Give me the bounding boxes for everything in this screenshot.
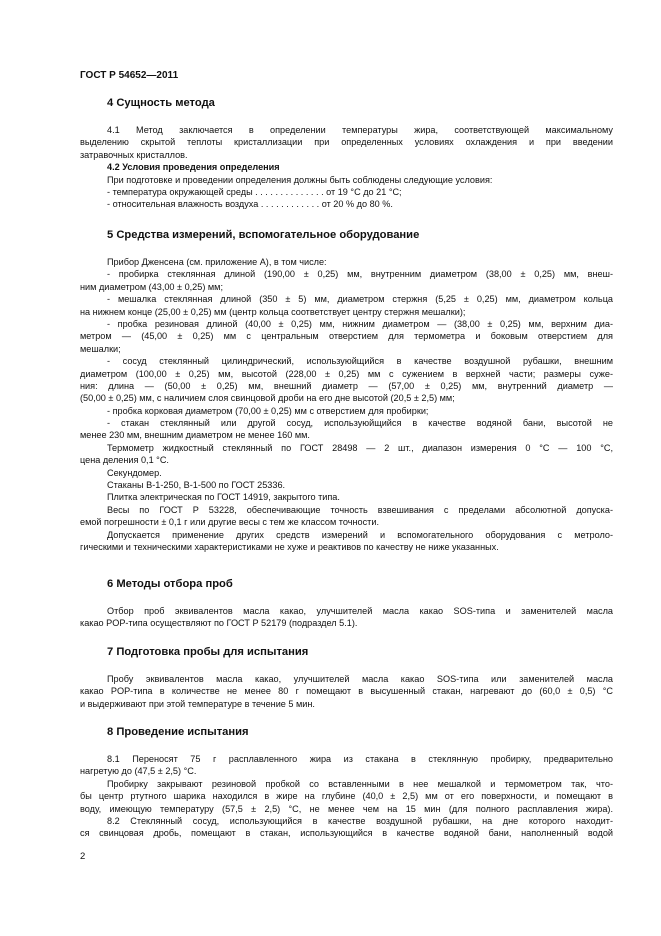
section-7-title: 7 Подготовка пробы для испытания <box>107 646 309 658</box>
text-line: - пробка корковая диаметром (70,00 ± 0,25) мм с отверстием для пробирки; <box>107 405 429 416</box>
condition-temperature: - температура окружающей среды . . . . . . . . . . . . . . от 19 °С до 21 °С; <box>107 186 402 197</box>
text-line: Прибор Дженсена (см. приложение А), в том числе: <box>107 257 327 267</box>
text-line: какао POP-типа в количестве не менее 80 г помещают в высушенный стакан, нагревают до (60,0 ± 0,5) °С <box>80 686 613 697</box>
text-line: гическими и техническими характеристиками не хуже и реактивов по качеству не ниже указанных. <box>80 541 499 552</box>
text-line: (50,00 ± 0,25) мм, с наличием слоя свинцовой дроби на его дне высотой (20,5 ± 2,5) мм; <box>80 393 455 404</box>
text-line: ся свинцовая дробь, помещают в стакан, использующийся в качестве водяной бани, наполненный водой <box>80 828 613 839</box>
text-line: какао POP-типа осуществляют по ГОСТ Р 52179 (подраздел 5.1). <box>80 618 358 629</box>
text-line: - сосуд стеклянный цилиндрический, используюйщийся в качестве воздушной рубашки, внешним <box>107 356 613 367</box>
section-8-title: 8 Проведение испытания <box>107 726 249 738</box>
text-line: Отбор проб эквивалентов масла какао, улучшителей масла какао SOS-типа и заменителей масла <box>107 606 613 616</box>
text-line: Стаканы В-1-250, В-1-500 по ГОСТ 25336. <box>107 480 286 491</box>
text-line: воду, имеющую температуру (57,5 ± 2,5) °С, не менее чем на 15 мин (для полного расплавления жира). <box>80 803 613 814</box>
text-line: При подготовке и проведении определения должны быть соблюдены следующие условия: <box>107 174 493 185</box>
text-line: бы центр ртутного шарика находился в жире на глубине (40,0 ± 2,5) мм от его поверхности, и помещают в <box>80 791 613 802</box>
text-line: метром — (45,00 ± 0,25) мм с центральным отверстием для термометра и боковым отверстием для <box>80 331 613 342</box>
text-line: Термометр жидкостный стеклянный по ГОСТ 28498 — 2 шт., диапазон измерения 0 °С — 100 °С, <box>107 442 613 453</box>
text-line: 4.1 Метод заключается в определении температуры жира, соответствующей максимальному <box>107 125 613 135</box>
section-5-title: 5 Средства измерений, вспомогательное оборудование <box>107 229 420 241</box>
document-header: ГОСТ Р 54652—2011 <box>80 70 179 81</box>
text-line: - стакан стеклянный или другой сосуд, используюйщийся в качестве водяной бани, высотой не <box>107 418 613 429</box>
text-line: 8.1 Переносят 75 г расплавленного жира из стакана в стеклянную пробирку, предварительно <box>107 754 613 764</box>
section-6-body <box>80 605 613 630</box>
text-line: Плитка электрическая по ГОСТ 14919, закрытого типа. <box>107 492 340 503</box>
text-line: 8.2 Стеклянный сосуд, использующийся в качестве воздушной рубашки, на дне которого находит- <box>107 815 613 826</box>
section-4-title: 4 Сущность метода <box>107 97 215 109</box>
text-line: нагретую до (47,5 ± 2,5) °С. <box>80 766 197 777</box>
section-5-body <box>80 256 613 553</box>
text-line: Пробу эквивалентов масла какао, улучшителей масла какао SOS-типа или заменителей масла <box>107 674 613 684</box>
text-line: - пробирка стеклянная длиной (190,00 ± 0,25) мм, внутренним диаметром (38,00 ± 0,25) мм, внеш- <box>107 269 613 280</box>
condition-humidity: - относительная влажность воздуха . . . . . . . . . . . . от 20 % до 80 %. <box>107 199 393 210</box>
text-line: на нижнем конце (25,00 ± 0,25) мм (центр кольца соответствует центру стержня мешалки); <box>80 306 466 317</box>
text-line: Пробирку закрывают резиновой пробкой со вставленными в нее мешалкой и термометром так, что- <box>107 778 613 789</box>
text-line: - мешалка стеклянная длиной (350 ± 5) мм, диаметром стержня (5,25 ± 0,25) мм, диаметром кольца <box>107 294 613 305</box>
text-line: ним диаметром (43,00 ± 0,25) мм; <box>80 281 223 292</box>
section-8-body <box>80 753 613 840</box>
text-line: выделению скрытой теплоты кристаллизации при определенных условиях охлаждения и при введении <box>80 137 613 148</box>
section-6-title: 6 Методы отбора проб <box>107 578 233 590</box>
section-7-body <box>80 673 613 710</box>
page-number: 2 <box>80 851 86 862</box>
text-line: - пробка резиновая длиной (40,00 ± 0,25) мм, нижним диаметром — (38,00 ± 0,25) мм, верхним диа- <box>107 318 613 329</box>
text-line: цена деления 0,1 °С. <box>80 455 169 466</box>
text-line: и выдерживают при этой температуре в течение 5 мин. <box>80 698 315 709</box>
text-line: ния: длина — (50,00 ± 0,25) мм, внешний диаметр — (57,00 ± 0,25) мм, внутренний диаметр — <box>80 380 613 391</box>
text-line: Весы по ГОСТ Р 53228, обеспечивающие точность взвешивания с пределами абсолютной допуска- <box>107 504 613 515</box>
text-line: менее 230 мм, внешним диаметром не менее 160 мм. <box>80 430 310 441</box>
text-line: Секундомер. <box>107 467 162 478</box>
text-line: затравочных кристаллов. <box>80 149 188 160</box>
text-line: емой погрешности ± 0,1 г или другие весы с тем же классом точности. <box>80 517 379 528</box>
text-line: диаметром (100,00 ± 0,25) мм, высотой (228,00 ± 0,25) мм с сужением в верхней части; размеры суже- <box>80 368 613 379</box>
text-line: Допускается применение других средств измерений и вспомогательного оборудования с метроло- <box>107 529 613 540</box>
subsection-4-2-title: 4.2 Условия проведения определения <box>107 162 280 173</box>
section-4-body <box>80 124 613 211</box>
text-line: мешалки; <box>80 343 121 354</box>
